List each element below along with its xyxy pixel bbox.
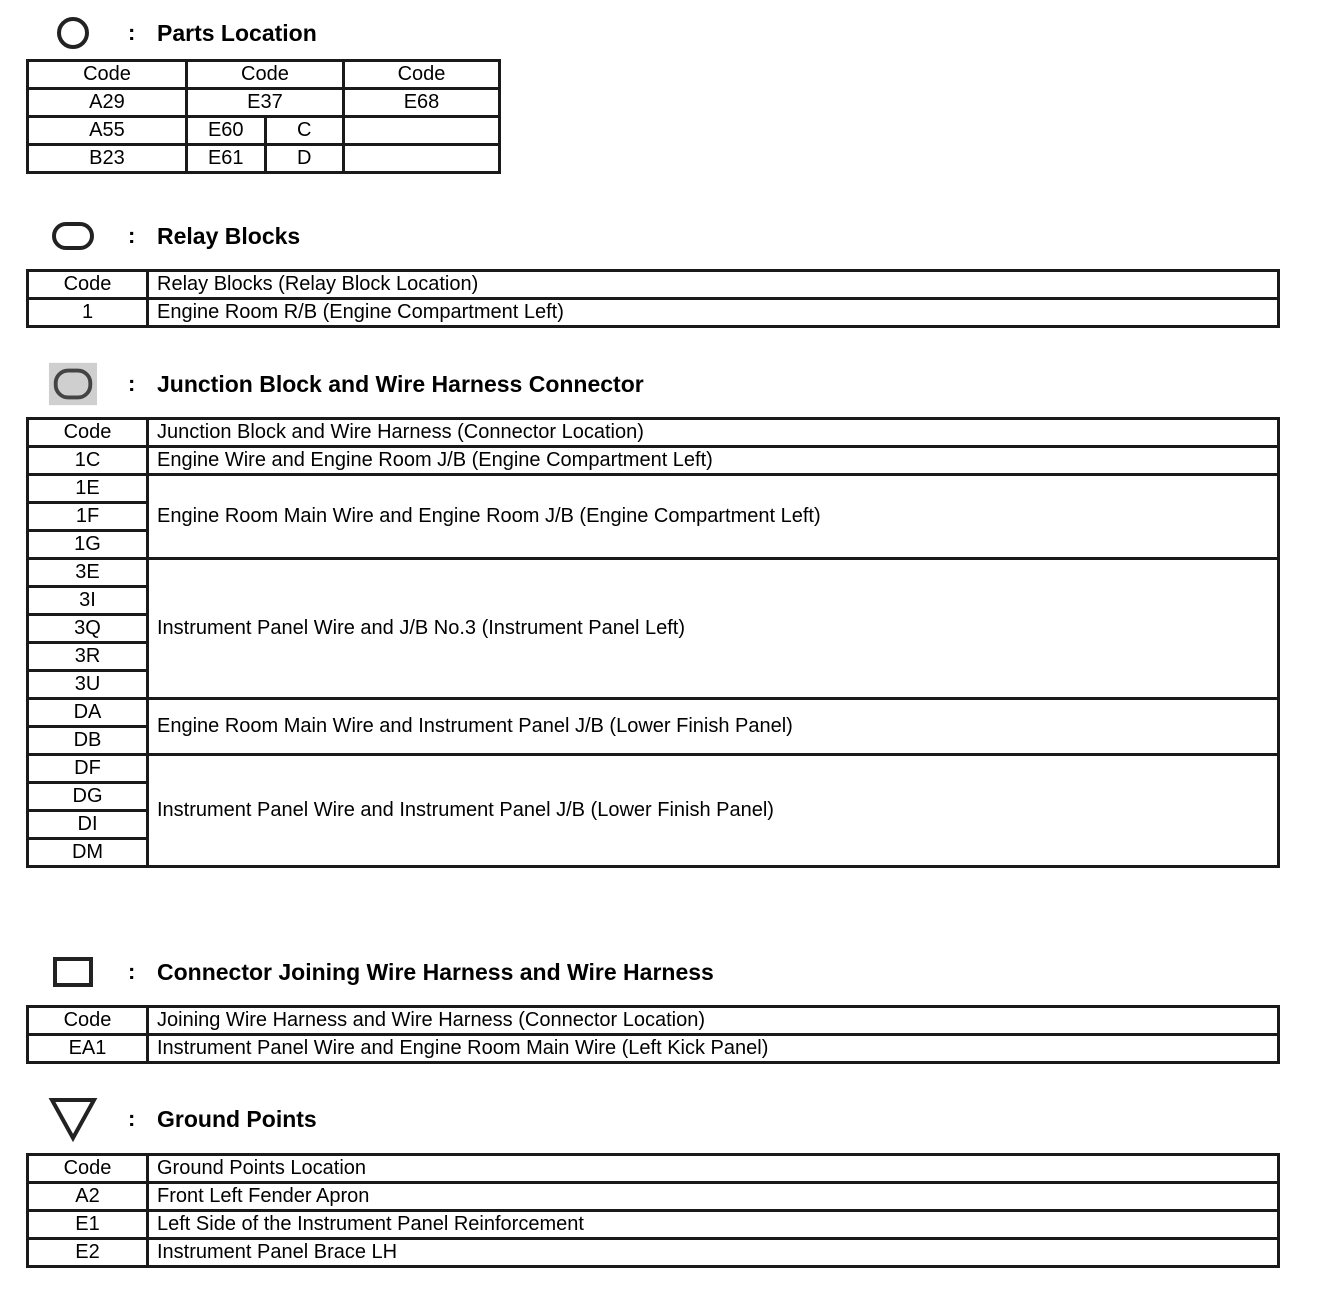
heading-colon: :: [128, 20, 136, 45]
code-cell: D: [265, 145, 343, 173]
code-cell: DF: [28, 755, 148, 783]
code-cell: 3U: [28, 671, 148, 699]
code-cell: 1F: [28, 503, 148, 531]
header-desc: Joining Wire Harness and Wire Harness (Connector Location): [148, 1007, 1279, 1035]
code-cell: 3I: [28, 587, 148, 615]
table-header-row: [28, 1155, 1279, 1183]
table-row: [28, 89, 500, 117]
code-cell: 1E: [28, 475, 148, 503]
table-row: [28, 1183, 1279, 1211]
header-cell: Code: [343, 61, 499, 89]
table-row: [28, 299, 1279, 327]
circle-icon: [48, 11, 98, 55]
table-row: [28, 755, 1279, 783]
code-cell: 3R: [28, 643, 148, 671]
section-title: Relay Blocks: [157, 222, 301, 249]
header-code: Code: [28, 271, 148, 299]
section-title: Junction Block and Wire Harness Connector: [157, 370, 644, 397]
code-cell: DM: [28, 839, 148, 867]
code-cell: E37: [186, 89, 343, 117]
code-cell: EA1: [28, 1035, 148, 1063]
code-cell: A2: [28, 1183, 148, 1211]
header-code: Code: [28, 1007, 148, 1035]
parts-location-table: [26, 59, 501, 174]
desc-cell: Instrument Panel Wire and J/B No.3 (Instrument Panel Left): [148, 559, 1279, 699]
code-cell: E60: [186, 117, 265, 145]
desc-cell: Instrument Panel Brace LH: [148, 1239, 1279, 1267]
table-row: [28, 145, 500, 173]
code-cell: E68: [343, 89, 499, 117]
desc-cell: Instrument Panel Wire and Engine Room Main Wire (Left Kick Panel): [148, 1035, 1279, 1063]
desc-cell: Front Left Fender Apron: [148, 1183, 1279, 1211]
code-cell: C: [265, 117, 343, 145]
code-cell: [343, 145, 499, 173]
code-cell: E61: [186, 145, 265, 173]
section-title: Parts Location: [157, 19, 317, 46]
table-row: [28, 1211, 1279, 1239]
header-desc: Relay Blocks (Relay Block Location): [148, 271, 1279, 299]
desc-cell: Engine Wire and Engine Room J/B (Engine Compartment Left): [148, 447, 1279, 475]
triangle-down-icon: [48, 1097, 98, 1141]
code-cell: A55: [28, 117, 187, 145]
table-row: [28, 699, 1279, 727]
ground-points-table: [26, 1153, 1280, 1268]
section-title: Ground Points: [157, 1105, 317, 1132]
connector-joining-table: [26, 1005, 1280, 1064]
table-row: [28, 447, 1279, 475]
table-row: [28, 475, 1279, 503]
header-cell: Code: [28, 61, 187, 89]
header-code: Code: [28, 1155, 148, 1183]
code-cell: DB: [28, 727, 148, 755]
table-header-row: [28, 419, 1279, 447]
header-cell: Code: [186, 61, 343, 89]
table-row: [28, 1239, 1279, 1267]
code-cell: A29: [28, 89, 187, 117]
heading-colon: :: [128, 1106, 136, 1131]
code-cell: DA: [28, 699, 148, 727]
code-cell: 1C: [28, 447, 148, 475]
header-desc: Ground Points Location: [148, 1155, 1279, 1183]
heading-colon: :: [128, 223, 136, 248]
table-row: [28, 1035, 1279, 1063]
code-cell: 1G: [28, 531, 148, 559]
junction-block-icon: [48, 362, 98, 406]
table-row: [28, 559, 1279, 587]
junction-block-table: [26, 417, 1280, 868]
table-header-row: [28, 1007, 1279, 1035]
table-header-row: [28, 271, 1279, 299]
section-title: Connector Joining Wire Harness and Wire Harness: [157, 958, 714, 985]
code-cell: E2: [28, 1239, 148, 1267]
code-cell: E1: [28, 1211, 148, 1239]
table-row: [28, 117, 500, 145]
heading-colon: :: [128, 371, 136, 396]
code-cell: 3Q: [28, 615, 148, 643]
relay-blocks-table: [26, 269, 1280, 328]
code-cell: B23: [28, 145, 187, 173]
desc-cell: Instrument Panel Wire and Instrument Panel J/B (Lower Finish Panel): [148, 755, 1279, 867]
header-desc: Junction Block and Wire Harness (Connector Location): [148, 419, 1279, 447]
desc-cell: Left Side of the Instrument Panel Reinforcement: [148, 1211, 1279, 1239]
desc-cell: Engine Room R/B (Engine Compartment Left): [148, 299, 1279, 327]
code-cell: [343, 117, 499, 145]
desc-cell: Engine Room Main Wire and Instrument Panel J/B (Lower Finish Panel): [148, 699, 1279, 755]
code-cell: DG: [28, 783, 148, 811]
desc-cell: Engine Room Main Wire and Engine Room J/B (Engine Compartment Left): [148, 475, 1279, 559]
table-header-row: [28, 61, 500, 89]
rounded-rectangle-icon: [48, 214, 98, 258]
code-cell: DI: [28, 811, 148, 839]
heading-colon: :: [128, 959, 136, 984]
header-code: Code: [28, 419, 148, 447]
code-cell: 3E: [28, 559, 148, 587]
code-cell: 1: [28, 299, 148, 327]
square-icon: [48, 950, 98, 994]
